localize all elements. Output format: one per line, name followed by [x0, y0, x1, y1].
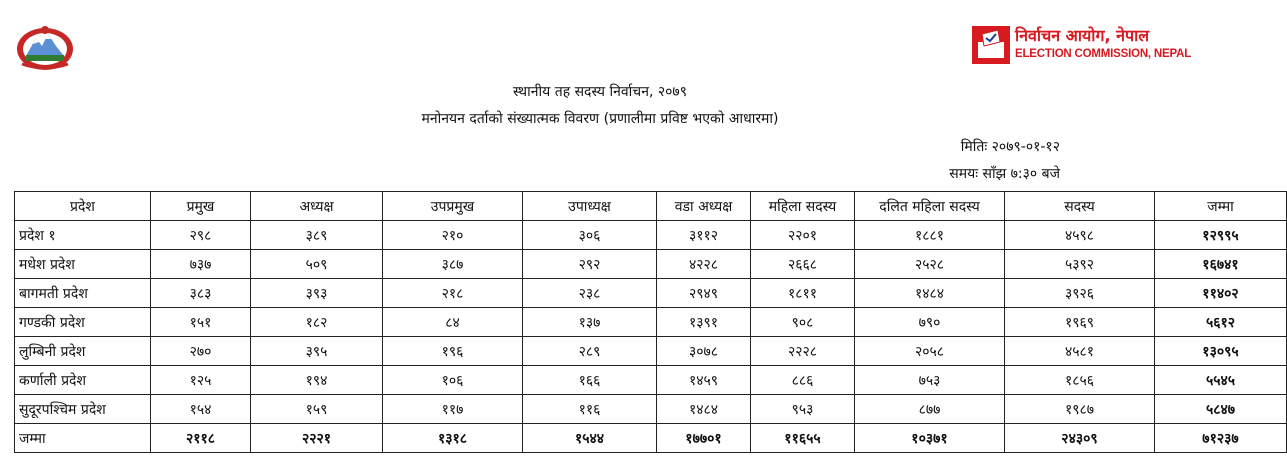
table-cell: ३८९	[251, 221, 383, 250]
page-subtitle: मनोनयन दर्ताको संख्यात्मक विवरण (प्रणालीमा प्रविष्ट भएको आधारमा)	[421, 111, 779, 127]
table-cell: १३७	[523, 308, 657, 337]
grand-total-cell: ७१२३७	[1155, 424, 1287, 453]
province-cell: प्रदेश १	[15, 221, 151, 250]
table-cell: ३९५	[251, 337, 383, 366]
table-row	[15, 337, 1287, 366]
table-cell: २५२८	[855, 250, 1005, 279]
table-cell: १८११	[751, 279, 855, 308]
total-cell: १०३७१	[855, 424, 1005, 453]
column-header: उपप्रमुख	[383, 192, 523, 221]
total-label-cell: जम्मा	[15, 424, 151, 453]
total-cell: १५४४	[523, 424, 657, 453]
table-cell: ११६	[523, 395, 657, 424]
table-cell: ५०९	[251, 250, 383, 279]
table-row	[15, 250, 1287, 279]
column-header: प्रदेश	[15, 192, 151, 221]
table-cell: २६६८	[751, 250, 855, 279]
table-cell: ५३९२	[1005, 250, 1155, 279]
nepal-emblem-icon	[14, 22, 76, 72]
table-cell: ३८७	[383, 250, 523, 279]
table-row	[15, 279, 1287, 308]
table-cell: ४५९८	[1005, 221, 1155, 250]
table-cell: २२२८	[751, 337, 855, 366]
province-cell: कर्णाली प्रदेश	[15, 366, 151, 395]
table-cell: १५१	[151, 308, 251, 337]
column-header: प्रमुख	[151, 192, 251, 221]
province-cell: लुम्बिनी प्रदेश	[15, 337, 151, 366]
table-cell: ३०६	[523, 221, 657, 250]
table-cell: १९८७	[1005, 395, 1155, 424]
table-row	[15, 308, 1287, 337]
table-cell: २९४९	[657, 279, 751, 308]
table-cell: ९०८	[751, 308, 855, 337]
table-cell: २७०	[151, 337, 251, 366]
table-cell: १४५९	[657, 366, 751, 395]
total-cell: ११६५५	[751, 424, 855, 453]
total-cell: २२२१	[251, 424, 383, 453]
table-cell: ३९२६	[1005, 279, 1155, 308]
table-header-row	[15, 192, 1287, 221]
table-cell: १०६	[383, 366, 523, 395]
grand-total-row	[15, 424, 1287, 453]
table-cell: ३०७८	[657, 337, 751, 366]
election-commission-logo	[972, 26, 1192, 70]
commission-name-np: निर्वाचन आयोग, नेपाल	[1015, 26, 1150, 45]
column-header: दलित महिला सदस्य	[855, 192, 1005, 221]
table-cell: १८२	[251, 308, 383, 337]
column-header: वडा अध्यक्ष	[657, 192, 751, 221]
table-cell: १६६	[523, 366, 657, 395]
table-cell: २८९	[523, 337, 657, 366]
table-cell: २०५८	[855, 337, 1005, 366]
table-cell: १५९	[251, 395, 383, 424]
row-total-cell: १६७४१	[1155, 250, 1287, 279]
table-cell: २९२	[523, 250, 657, 279]
table-cell: ७९०	[855, 308, 1005, 337]
ballot-box-icon	[972, 26, 1010, 64]
column-header: अध्यक्ष	[251, 192, 383, 221]
table-cell: १५४	[151, 395, 251, 424]
table-cell: ७३७	[151, 250, 251, 279]
total-cell: १३१८	[383, 424, 523, 453]
province-cell: गण्डकी प्रदेश	[15, 308, 151, 337]
table-row	[15, 395, 1287, 424]
table-cell: ४२२८	[657, 250, 751, 279]
total-cell: १७७०१	[657, 424, 751, 453]
table-cell: ४५८१	[1005, 337, 1155, 366]
table-cell: १४८४	[855, 279, 1005, 308]
column-header: जम्मा	[1155, 192, 1287, 221]
table-cell: १९६९	[1005, 308, 1155, 337]
row-total-cell: ५८४७	[1155, 395, 1287, 424]
column-header: उपाध्यक्ष	[523, 192, 657, 221]
table-cell: १३९१	[657, 308, 751, 337]
table-row	[15, 221, 1287, 250]
row-total-cell: ५६१२	[1155, 308, 1287, 337]
nomination-table	[14, 191, 1287, 453]
table-cell: २९८	[151, 221, 251, 250]
table-cell: १८८१	[855, 221, 1005, 250]
row-total-cell: ५५४५	[1155, 366, 1287, 395]
table-row	[15, 366, 1287, 395]
table-cell: ८७७	[855, 395, 1005, 424]
table-cell: १९६	[383, 337, 523, 366]
table-cell: ३८३	[151, 279, 251, 308]
table-cell: २३८	[523, 279, 657, 308]
row-total-cell: १३०९५	[1155, 337, 1287, 366]
province-cell: बागमती प्रदेश	[15, 279, 151, 308]
table-cell: ३११२	[657, 221, 751, 250]
province-cell: सुदूरपश्चिम प्रदेश	[15, 395, 151, 424]
column-header: सदस्य	[1005, 192, 1155, 221]
page-title: स्थानीय तह सदस्य निर्वाचन, २०७९	[513, 84, 687, 100]
total-cell: २११८	[151, 424, 251, 453]
table-cell: ११७	[383, 395, 523, 424]
row-total-cell: १२९९५	[1155, 221, 1287, 250]
table-cell: १२५	[151, 366, 251, 395]
commission-name-en: ELECTION COMMISSION, NEPAL	[1015, 48, 1192, 60]
report-time: समयः साँझ ७:३० बजे	[949, 166, 1060, 182]
table-cell: २१८	[383, 279, 523, 308]
total-cell: २४३०९	[1005, 424, 1155, 453]
table-cell: ७५३	[855, 366, 1005, 395]
province-cell: मधेश प्रदेश	[15, 250, 151, 279]
table-cell: १९४	[251, 366, 383, 395]
row-total-cell: ११४०२	[1155, 279, 1287, 308]
table-cell: १४८४	[657, 395, 751, 424]
table-cell: ९५३	[751, 395, 855, 424]
report-date: मितिः २०७९-०१-१२	[960, 139, 1060, 155]
table-cell: ८४	[383, 308, 523, 337]
table-cell: १८५६	[1005, 366, 1155, 395]
table-cell: २२०१	[751, 221, 855, 250]
table-cell: २१०	[383, 221, 523, 250]
column-header: महिला सदस्य	[751, 192, 855, 221]
table-cell: ३९३	[251, 279, 383, 308]
table-cell: ८८६	[751, 366, 855, 395]
